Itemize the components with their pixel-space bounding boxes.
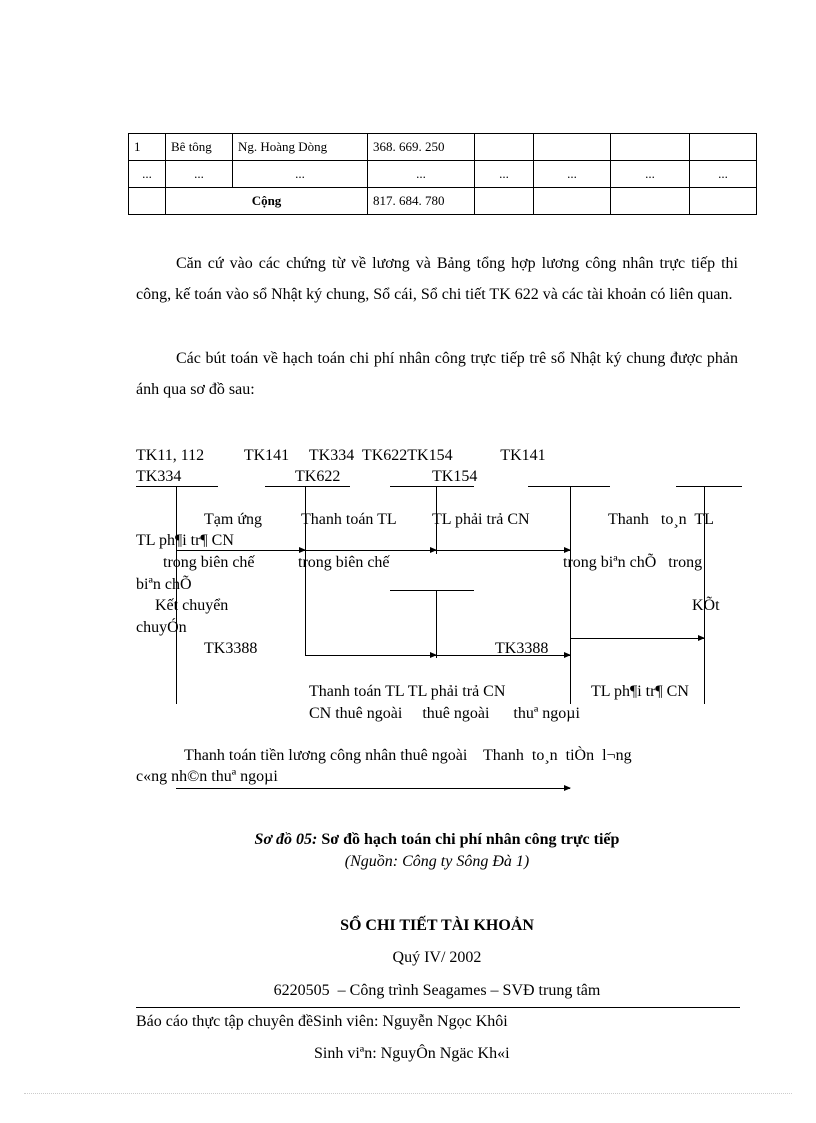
t-account-line: [176, 486, 177, 704]
flow-arrow: [176, 550, 305, 551]
quarter: Quý IV/ 2002: [392, 949, 482, 966]
page-edge: [24, 1093, 792, 1094]
label-tl-phai-tra: TL phải trả CN: [432, 511, 530, 528]
t-account-line: [436, 590, 437, 658]
table-row: [129, 134, 757, 161]
total-label: Cộng: [166, 188, 368, 215]
label-tl-phai-tra-garbled: TL ph¶i tr¶ CN: [136, 532, 234, 549]
table-cell: [611, 188, 690, 215]
flow-arrow: [305, 550, 436, 551]
t-account-line: [528, 486, 610, 487]
t-account-line: [570, 486, 571, 704]
t-account-line: [676, 486, 742, 487]
account-tk3388: TK3388: [204, 640, 258, 657]
table-cell: [129, 188, 166, 215]
label-thanh-toan-garbled: Thanh to¸n TL: [608, 511, 714, 528]
account-tk334: TK334: [136, 468, 182, 485]
flow-arrow: [176, 788, 570, 789]
t-account-line: [136, 486, 218, 487]
table-cell: ...: [368, 161, 475, 188]
table-total-row: [129, 188, 757, 215]
caption-label: Sơ đồ 05:: [254, 831, 318, 848]
t-account-line: [265, 486, 350, 487]
table-cell: ...: [611, 161, 690, 188]
account-title: 6220505 – Công trình Seagames – SVĐ trung tâm: [273, 982, 601, 999]
section-heading: SỔ CHI TIẾT TÀI KHOẢN: [340, 917, 534, 934]
label-thanh-toan-tl: Thanh toán TL: [301, 511, 397, 528]
label-bien-che-garbled: biªn chÕ: [136, 576, 192, 593]
label-thanh-toan-thue-ngoai: Thanh toán TL TL phải trả CN: [309, 683, 506, 700]
table-cell: [690, 188, 757, 215]
label-tl-phai-tra-garbled-2: TL ph¶i tr¶ CN: [591, 683, 689, 700]
caption-source: (Nguồn: Công ty Sông Đà 1): [344, 853, 530, 870]
table-cell: [534, 134, 611, 161]
label-ket-chuyen: Kết chuyển: [155, 597, 229, 614]
label-chuyen-garbled: chuyÓn: [136, 619, 187, 636]
table-cell: [475, 134, 534, 161]
label-ket-garbled: KÕt: [692, 597, 720, 614]
label-thanh-toan-tien-luong: Thanh toán tiền lương công nhân thuê ngoài Thanh to¸n tiÒn l¬ng: [184, 747, 632, 764]
table-cell: ...: [690, 161, 757, 188]
caption-title: Sơ đồ hạch toán chi phí nhân công trực tiếp: [317, 831, 620, 848]
label-cong-nhan-garbled: c«ng nh©n thuª ngoµi: [136, 768, 278, 785]
salary-table: [128, 133, 757, 215]
table-cell: ...: [129, 161, 166, 188]
table-cell: [475, 188, 534, 215]
table-row: [129, 161, 757, 188]
label-trong-bien-che: trong biên chế: [298, 554, 390, 571]
table-cell: [534, 188, 611, 215]
account-tk3388: TK3388: [495, 640, 549, 657]
flow-arrow: [436, 550, 570, 551]
table-cell: ...: [475, 161, 534, 188]
footer-report: Báo cáo thực tập chuyên đềSinh viên: Nguyễn Ngọc Khôi: [136, 1013, 508, 1030]
diagram-caption: [136, 831, 738, 849]
label-tam-ung: Tạm ứng: [204, 511, 262, 528]
table-cell: [690, 134, 757, 161]
footer-student: Sinh viªn: NguyÔn Ngäc Kh«i: [314, 1045, 510, 1062]
table-cell: [611, 134, 690, 161]
label-trong-bien-che: trong biên chế: [163, 554, 255, 571]
table-cell: Bê tông: [166, 134, 233, 161]
t-account-line: [390, 590, 474, 591]
label-thue-ngoai: CN thuê ngoài thuê ngoài thuª ngoµi: [309, 705, 580, 722]
table-cell: ...: [534, 161, 611, 188]
table-cell: 1: [129, 134, 166, 161]
table-cell: ...: [166, 161, 233, 188]
footer-divider: [136, 1007, 740, 1008]
table-cell: 368. 669. 250: [368, 134, 475, 161]
flow-arrow: [570, 638, 704, 639]
account-tk622: TK622: [295, 468, 341, 485]
account-tk154: TK154: [432, 468, 478, 485]
label-trong-bien-che-garbled: trong biªn chÕ trong: [563, 554, 703, 571]
table-cell: Ng. Hoàng Dòng: [233, 134, 368, 161]
total-value: 817. 684. 780: [368, 188, 475, 215]
flow-arrow: [305, 655, 436, 656]
t-account-line: [390, 486, 474, 487]
paragraph-2: Các bút toán về hạch toán chi phí nhân công trực tiếp trê sổ Nhật ký chung được phản ánh qua sơ đồ sau:: [136, 350, 738, 398]
table-cell: ...: [233, 161, 368, 188]
diagram-accounts-row: TK11, 112 TK141 TK334 TK622TK154 TK141: [136, 447, 546, 464]
paragraph-1: Căn cứ vào các chứng từ về lương và Bảng tổng hợp lương công nhân trực tiếp thi công, kế toán vào sổ Nhật ký chung, Sổ cái, Sổ chi tiết TK 622 và các tài khoản có liên quan.: [136, 255, 738, 303]
